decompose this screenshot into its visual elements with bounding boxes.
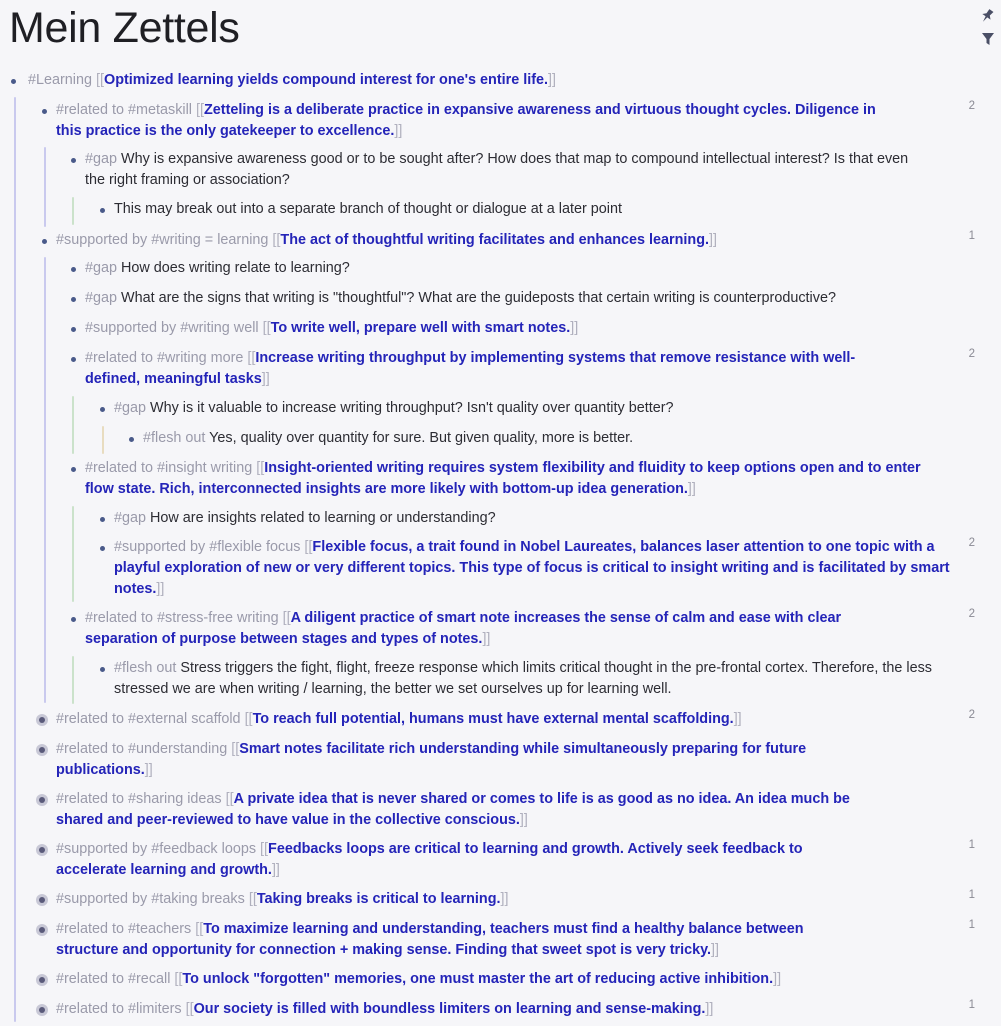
bracket-close: ]] — [519, 812, 528, 828]
note-text: What are the signs that writing is "thoughtful"? What are the guideposts that certain writing is counterproductive? — [121, 290, 836, 306]
bullet-icon[interactable] — [71, 357, 76, 362]
tag[interactable]: #teachers — [128, 921, 192, 937]
bracket-close: ]] — [500, 891, 509, 907]
reference-count[interactable]: 1 — [968, 839, 975, 851]
bullet-icon[interactable] — [100, 546, 105, 551]
list-item[interactable] — [114, 658, 1001, 700]
note-link[interactable]: To maximize learning and understanding, teachers must find a healthy balance between structure and opportunity for connection + making sense. Finding that sweet spot is very tricky. — [56, 921, 804, 958]
list-item[interactable] — [85, 458, 1001, 500]
note-link[interactable]: A private idea that is never shared or comes to life is as good as no idea. An idea much be shared and peer-reviewed to have value in the collective conscious. — [56, 791, 850, 828]
list-item[interactable] — [143, 428, 1001, 449]
tag[interactable]: #supported by — [85, 320, 177, 336]
bracket-open: [[ — [248, 891, 257, 907]
tag[interactable]: #supported by — [56, 891, 148, 907]
bullet-icon[interactable] — [100, 208, 105, 213]
tag[interactable]: #gap — [114, 510, 147, 526]
bracket-close: ]] — [548, 72, 557, 88]
tag[interactable]: #stress-free writing — [157, 610, 279, 626]
list-item[interactable] — [114, 398, 1001, 419]
list-item[interactable] — [56, 100, 1001, 142]
guide-level-3d — [72, 656, 74, 704]
bracket-close: ]] — [711, 942, 720, 958]
bracket-close: ]] — [144, 762, 153, 778]
tag[interactable]: #related to — [56, 711, 125, 727]
tag[interactable]: #related to — [56, 741, 125, 757]
tag[interactable]: #feedback loops — [151, 841, 257, 857]
list-item[interactable] — [56, 999, 1001, 1020]
note-link[interactable]: Increase writing throughput by implementing systems that remove resistance with well-defined, meaningful tasks — [85, 350, 856, 387]
list-item[interactable] — [85, 608, 1001, 650]
tag[interactable]: #gap — [114, 400, 147, 416]
bracket-close: ]] — [687, 481, 696, 497]
collapsed-bullet-icon[interactable] — [36, 974, 48, 986]
bracket-open: [[ — [174, 971, 183, 987]
bracket-open: [[ — [272, 232, 281, 248]
tag[interactable]: #Learning — [28, 72, 93, 88]
list-item[interactable] — [114, 199, 1001, 220]
bullet-icon[interactable] — [100, 667, 105, 672]
list-item[interactable] — [56, 739, 1001, 781]
collapsed-bullet-icon[interactable] — [36, 714, 48, 726]
page-title: Mein Zettels — [9, 4, 240, 52]
list-item[interactable] — [85, 318, 1001, 339]
list-item[interactable] — [56, 230, 1001, 251]
note-link[interactable]: Flexible focus, a trait found in Nobel Laureates, balances laser attention to one topic with a playful exploration of new or very different topics. This type of focus is critical to insight writing and is facilitated by smart notes. — [114, 539, 950, 597]
reference-count[interactable]: 2 — [968, 537, 975, 549]
tag[interactable]: #insight writing — [157, 460, 253, 476]
tag[interactable]: #supported by — [56, 232, 148, 248]
list-item[interactable] — [85, 348, 1001, 390]
guide-level-4b — [102, 426, 104, 454]
tag[interactable]: #related to — [56, 1001, 125, 1017]
tag[interactable]: #external scaffold — [128, 711, 241, 727]
bullet-icon[interactable] — [100, 517, 105, 522]
list-item[interactable] — [56, 969, 1001, 990]
note-link[interactable]: Taking breaks is critical to learning. — [256, 891, 501, 907]
tag[interactable]: #writing = learning — [151, 232, 269, 248]
note-text: Why is it valuable to increase writing throughput? Isn't quality over quantity better? — [150, 400, 674, 416]
tag[interactable]: #related to — [85, 350, 154, 366]
tag[interactable]: #related to — [56, 102, 125, 118]
tag[interactable]: #flexible focus — [209, 539, 301, 555]
collapsed-bullet-icon[interactable] — [36, 1004, 48, 1016]
bracket-open: [[ — [247, 350, 256, 366]
tag[interactable]: #gap — [85, 290, 118, 306]
reference-count[interactable]: 2 — [968, 709, 975, 721]
bracket-close: ]] — [773, 971, 782, 987]
tag[interactable]: #metaskill — [128, 102, 192, 118]
list-item[interactable] — [56, 839, 1001, 881]
list-item[interactable] — [85, 288, 1001, 309]
pin-icon[interactable] — [980, 8, 994, 24]
note-link[interactable]: A diligent practice of smart note increases the sense of calm and ease with clear separation of purpose between stages and types of notes. — [85, 610, 842, 647]
note-link[interactable]: To write well, prepare well with smart notes. — [270, 320, 571, 336]
guide-level-3c — [72, 506, 74, 602]
tag[interactable]: #supported by — [114, 539, 206, 555]
bullet-icon[interactable] — [42, 239, 47, 244]
bullet-icon[interactable] — [71, 297, 76, 302]
reference-count[interactable]: 1 — [968, 919, 975, 931]
bracket-open: [[ — [256, 460, 265, 476]
list-item[interactable] — [56, 789, 1001, 831]
tag[interactable]: #supported by — [56, 841, 148, 857]
guide-level-1 — [14, 97, 16, 1022]
bracket-open: [[ — [195, 921, 204, 937]
bullet-icon[interactable] — [42, 109, 47, 114]
reference-count[interactable]: 1 — [968, 230, 975, 242]
collapsed-bullet-icon[interactable] — [36, 844, 48, 856]
collapsed-bullet-icon[interactable] — [36, 744, 48, 756]
tag[interactable]: #understanding — [128, 741, 228, 757]
tag[interactable]: #taking breaks — [151, 891, 245, 907]
bracket-open: [[ — [260, 841, 269, 857]
note-text: How are insights related to learning or understanding? — [150, 510, 496, 526]
tag[interactable]: #related to — [85, 460, 154, 476]
collapsed-bullet-icon[interactable] — [36, 794, 48, 806]
tag[interactable]: #writing well — [180, 320, 259, 336]
reference-count[interactable]: 2 — [968, 608, 975, 620]
tag[interactable]: #writing more — [157, 350, 244, 366]
note-link[interactable]: Feedbacks loops are critical to learning and growth. Actively seek feedback to accelerate learning and growth. — [56, 841, 803, 878]
bracket-open: [[ — [282, 610, 291, 626]
bracket-close: ]] — [156, 581, 165, 597]
bracket-open: [[ — [244, 711, 253, 727]
bracket-close: ]] — [709, 232, 717, 248]
collapsed-bullet-icon[interactable] — [36, 894, 48, 906]
list-item[interactable] — [56, 709, 1001, 730]
list-item[interactable] — [56, 889, 1001, 910]
bracket-open: [[ — [96, 72, 105, 88]
bracket-close: ]] — [733, 711, 742, 727]
tag[interactable]: #gap — [85, 151, 118, 167]
bracket-open: [[ — [231, 741, 240, 757]
bullet-icon[interactable] — [71, 617, 76, 622]
tag[interactable]: #related to — [56, 971, 125, 987]
note-link[interactable]: Smart notes facilitate rich understanding while simultaneously preparing for future publications. — [56, 741, 807, 778]
note-text: Why is expansive awareness good or to be sought after? How does that map to compound intellectual interest? Is that even the right framing or association? — [85, 151, 909, 188]
tag[interactable]: #related to — [85, 610, 154, 626]
note-text: This may break out into a separate branch of thought or dialogue at a later point — [114, 201, 622, 217]
bracket-open: [[ — [196, 102, 204, 118]
list-item[interactable] — [114, 508, 1001, 529]
bullet-icon[interactable] — [71, 327, 76, 332]
bullet-icon[interactable] — [11, 79, 16, 84]
guide-level-2a — [44, 147, 46, 227]
guide-level-3a — [72, 197, 74, 225]
note-link[interactable]: Our society is filled with boundless limiters on learning and sense-making. — [193, 1001, 706, 1017]
bracket-open: [[ — [304, 539, 313, 555]
list-item[interactable] — [114, 537, 1001, 600]
list-item[interactable] — [56, 919, 1001, 961]
bracket-close: ]] — [705, 1001, 714, 1017]
bracket-close: ]] — [482, 631, 491, 647]
bullet-icon[interactable] — [100, 407, 105, 412]
note-link[interactable]: The act of thoughtful writing facilitates and enhances learning. — [280, 232, 709, 248]
guide-level-2b — [44, 257, 46, 703]
bracket-close: ]] — [271, 862, 280, 878]
tag[interactable]: #limiters — [128, 1001, 182, 1017]
reference-count[interactable]: 2 — [968, 100, 975, 112]
bullet-icon[interactable] — [71, 158, 76, 163]
tag[interactable]: #related to — [56, 921, 125, 937]
note-link[interactable]: To unlock "forgotten" memories, one must master the art of reducing active inhibition. — [182, 971, 774, 987]
bracket-close: ]] — [570, 320, 579, 336]
tag[interactable]: #flesh out — [143, 430, 206, 446]
bracket-open: [[ — [185, 1001, 194, 1017]
reference-count[interactable]: 1 — [968, 999, 975, 1011]
bracket-close: ]] — [394, 123, 403, 139]
reference-count[interactable]: 1 — [968, 889, 975, 901]
reference-count[interactable]: 2 — [968, 348, 975, 360]
bullet-icon[interactable] — [71, 267, 76, 272]
list-item[interactable] — [85, 149, 1001, 191]
bullet-icon[interactable] — [71, 467, 76, 472]
list-item[interactable] — [0, 70, 1001, 91]
tag[interactable]: #flesh out — [114, 660, 177, 676]
note-text: Stress triggers the fight, flight, freeze response which limits critical thought in the pre-frontal cortex. Therefore, the less stressed we are when writing / learning, the better we set ourselves up for learning well. — [114, 660, 932, 697]
tag[interactable]: #gap — [85, 260, 118, 276]
bracket-close: ]] — [261, 371, 270, 387]
bracket-open: [[ — [262, 320, 271, 336]
note-link[interactable]: Insight-oriented writing requires system flexibility and fluidity to keep options open and to enter flow state. Rich, interconnected insights are more likely with bottom-up idea generation. — [85, 460, 921, 497]
filter-icon[interactable] — [981, 32, 995, 46]
note-text: How does writing relate to learning? — [121, 260, 350, 276]
note-link[interactable]: Zetteling is a deliberate practice in expansive awareness and virtuous thought cycles. Diligence in this practice is the only gatekeeper to excellence. — [56, 102, 876, 139]
note-link[interactable]: To reach full potential, humans must have external mental scaffolding. — [252, 711, 734, 727]
tag[interactable]: #recall — [128, 971, 171, 987]
tag[interactable]: #related to — [56, 791, 125, 807]
guide-level-3b — [72, 396, 74, 454]
tag[interactable]: #sharing ideas — [128, 791, 222, 807]
collapsed-bullet-icon[interactable] — [36, 924, 48, 936]
bracket-open: [[ — [225, 791, 234, 807]
note-link[interactable]: Optimized learning yields compound interest for one's entire life. — [104, 72, 549, 88]
bullet-icon[interactable] — [129, 437, 134, 442]
list-item[interactable] — [85, 258, 1001, 279]
note-text: Yes, quality over quantity for sure. But given quality, more is better. — [209, 430, 634, 446]
